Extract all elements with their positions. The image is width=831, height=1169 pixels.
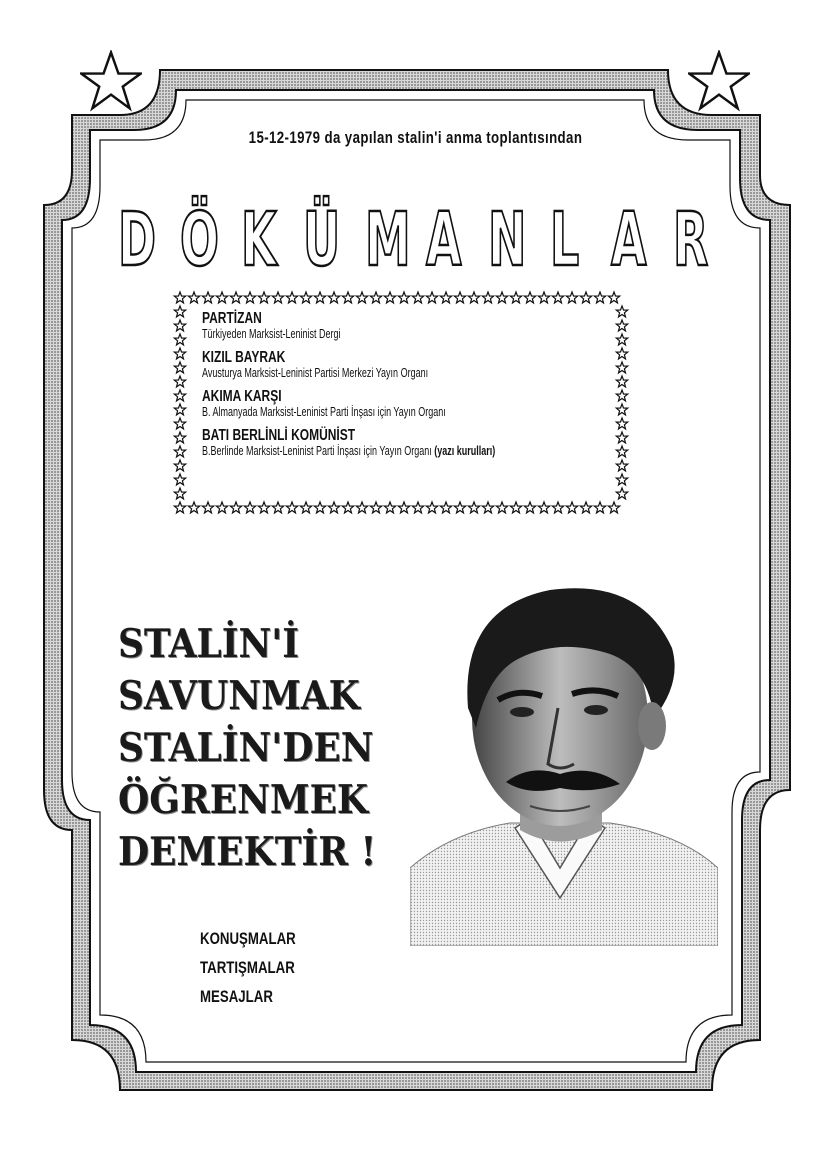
border-star-icon bbox=[230, 502, 241, 513]
border-star-icon bbox=[524, 502, 535, 513]
border-star-icon bbox=[230, 292, 241, 303]
border-star-icon bbox=[468, 292, 479, 303]
border-star-icon bbox=[188, 502, 199, 513]
border-star-icon bbox=[616, 418, 627, 429]
title-dokumanlar bbox=[118, 197, 713, 283]
border-star-icon bbox=[328, 502, 339, 513]
border-star-icon bbox=[174, 390, 185, 401]
border-star-icon bbox=[440, 292, 451, 303]
border-star-icon bbox=[174, 348, 185, 359]
border-star-icon bbox=[538, 292, 549, 303]
border-star-icon bbox=[594, 502, 605, 513]
border-star-icon bbox=[174, 474, 185, 485]
slogan-line: DEMEKTİR ! bbox=[118, 829, 377, 875]
title-letter: L bbox=[549, 197, 579, 283]
slogan-line: SAVUNMAK bbox=[118, 673, 360, 719]
border-star-icon bbox=[202, 292, 213, 303]
border-star-icon bbox=[174, 446, 185, 457]
border-star-icon bbox=[440, 502, 451, 513]
star-outline-icon bbox=[80, 50, 142, 112]
publication-description: Türkiyeden Marksist-Leninist Dergi bbox=[202, 327, 341, 341]
border-star-icon bbox=[342, 292, 353, 303]
border-star-icon bbox=[244, 292, 255, 303]
border-star-icon bbox=[594, 292, 605, 303]
slogan-line: ÖĞRENMEK bbox=[118, 777, 369, 823]
border-star-icon bbox=[370, 502, 381, 513]
border-star-icon bbox=[398, 502, 409, 513]
border-star-icon bbox=[524, 292, 535, 303]
publication-name: KIZIL BAYRAK bbox=[202, 349, 286, 366]
title-letter: A bbox=[426, 197, 462, 283]
border-star-icon bbox=[616, 306, 627, 317]
border-star-icon bbox=[468, 502, 479, 513]
border-star-icon bbox=[616, 474, 627, 485]
editorial-boards-note: (yazı kurulları) bbox=[434, 444, 496, 458]
border-star-icon bbox=[552, 502, 563, 513]
border-star-icon bbox=[314, 502, 325, 513]
border-star-icon bbox=[454, 292, 465, 303]
star-outline-icon bbox=[688, 50, 750, 112]
border-star-icon bbox=[616, 390, 627, 401]
border-star-icon bbox=[174, 502, 185, 513]
border-star-icon bbox=[398, 292, 409, 303]
border-star-icon bbox=[538, 502, 549, 513]
publication-name: BATI BERLİNLİ KOMÜNİST bbox=[202, 427, 356, 444]
border-star-icon bbox=[552, 292, 563, 303]
border-star-icon bbox=[566, 502, 577, 513]
contents-item: TARTIŞMALAR bbox=[200, 958, 295, 977]
contents-item: KONUŞMALAR bbox=[200, 929, 296, 948]
border-star-icon bbox=[328, 292, 339, 303]
slogan bbox=[118, 618, 418, 878]
border-star-icon bbox=[616, 334, 627, 345]
border-star-icon bbox=[174, 292, 185, 303]
title-letter: R bbox=[672, 197, 709, 283]
border-star-icon bbox=[426, 292, 437, 303]
border-star-icon bbox=[482, 502, 493, 513]
border-star-icon bbox=[202, 502, 213, 513]
contents-list bbox=[200, 924, 323, 1011]
border-star-icon bbox=[616, 432, 627, 443]
event-heading: 15-12-1979 da yapılan stalin'i anma toplantısından bbox=[248, 128, 583, 147]
title-letter: N bbox=[487, 197, 527, 283]
border-star-icon bbox=[272, 502, 283, 513]
publication-item bbox=[202, 349, 610, 381]
border-star-icon bbox=[188, 292, 199, 303]
contents-item: MESAJLAR bbox=[200, 987, 273, 1006]
border-star-icon bbox=[580, 502, 591, 513]
publication-item bbox=[202, 427, 610, 459]
border-star-icon bbox=[384, 292, 395, 303]
border-star-icon bbox=[496, 292, 507, 303]
border-star-icon bbox=[616, 488, 627, 499]
title-letter: K bbox=[241, 197, 277, 283]
border-star-icon bbox=[412, 292, 423, 303]
border-star-icon bbox=[272, 292, 283, 303]
publication-item bbox=[202, 310, 610, 342]
border-star-icon bbox=[482, 292, 493, 303]
border-star-icon bbox=[174, 362, 185, 373]
border-star-icon bbox=[174, 404, 185, 415]
portrait-image bbox=[410, 568, 718, 946]
slogan-line: STALİN'İ bbox=[118, 621, 300, 667]
border-star-icon bbox=[286, 502, 297, 513]
border-star-icon bbox=[216, 502, 227, 513]
border-star-icon bbox=[616, 376, 627, 387]
border-star-icon bbox=[510, 502, 521, 513]
border-star-icon bbox=[616, 460, 627, 471]
slogan-line: STALİN'DEN bbox=[118, 725, 374, 771]
border-star-icon bbox=[454, 502, 465, 513]
border-star-icon bbox=[616, 404, 627, 415]
border-star-icon bbox=[384, 502, 395, 513]
border-star-icon bbox=[616, 320, 627, 331]
border-star-icon bbox=[566, 292, 577, 303]
border-star-icon bbox=[174, 460, 185, 471]
border-star-icon bbox=[412, 502, 423, 513]
border-star-icon bbox=[608, 502, 619, 513]
publications-list bbox=[202, 310, 610, 496]
title-letter: Ü bbox=[302, 197, 341, 283]
border-star-icon bbox=[370, 292, 381, 303]
border-star-icon bbox=[216, 292, 227, 303]
publication-item bbox=[202, 388, 610, 420]
publications-box bbox=[172, 290, 630, 516]
border-star-icon bbox=[356, 502, 367, 513]
border-star-icon bbox=[174, 334, 185, 345]
title-letter: D bbox=[118, 197, 157, 283]
border-star-icon bbox=[174, 418, 185, 429]
border-star-icon bbox=[286, 292, 297, 303]
border-star-icon bbox=[174, 306, 185, 317]
border-star-icon bbox=[580, 292, 591, 303]
border-star-icon bbox=[300, 292, 311, 303]
border-star-icon bbox=[300, 502, 311, 513]
title-letter: Ö bbox=[179, 197, 219, 283]
border-star-icon bbox=[510, 292, 521, 303]
border-star-icon bbox=[174, 488, 185, 499]
border-star-icon bbox=[258, 292, 269, 303]
publication-name: AKIMA KARŞI bbox=[202, 388, 282, 405]
border-star-icon bbox=[616, 362, 627, 373]
publication-description-row bbox=[202, 444, 496, 459]
border-star-icon bbox=[356, 292, 367, 303]
publication-description: B.Berlinde Marksist-Leninist Parti İnşası için Yayın Organı bbox=[202, 444, 432, 458]
border-star-icon bbox=[244, 502, 255, 513]
border-star-icon bbox=[174, 320, 185, 331]
border-star-icon bbox=[426, 502, 437, 513]
border-star-icon bbox=[174, 432, 185, 443]
publication-name: PARTİZAN bbox=[202, 310, 262, 327]
border-star-icon bbox=[616, 348, 627, 359]
border-star-icon bbox=[174, 376, 185, 387]
border-star-icon bbox=[314, 292, 325, 303]
border-star-icon bbox=[608, 292, 619, 303]
border-star-icon bbox=[258, 502, 269, 513]
title-letter: M bbox=[364, 197, 411, 283]
border-star-icon bbox=[342, 502, 353, 513]
title-letter: A bbox=[611, 197, 647, 283]
publication-description: Avusturya Marksist-Leninist Partisi Merkezi Yayın Organı bbox=[202, 366, 429, 380]
border-star-icon bbox=[496, 502, 507, 513]
border-star-icon bbox=[616, 446, 627, 457]
publication-description: B. Almanyada Marksist-Leninist Parti İnşası için Yayın Organı bbox=[202, 405, 446, 419]
